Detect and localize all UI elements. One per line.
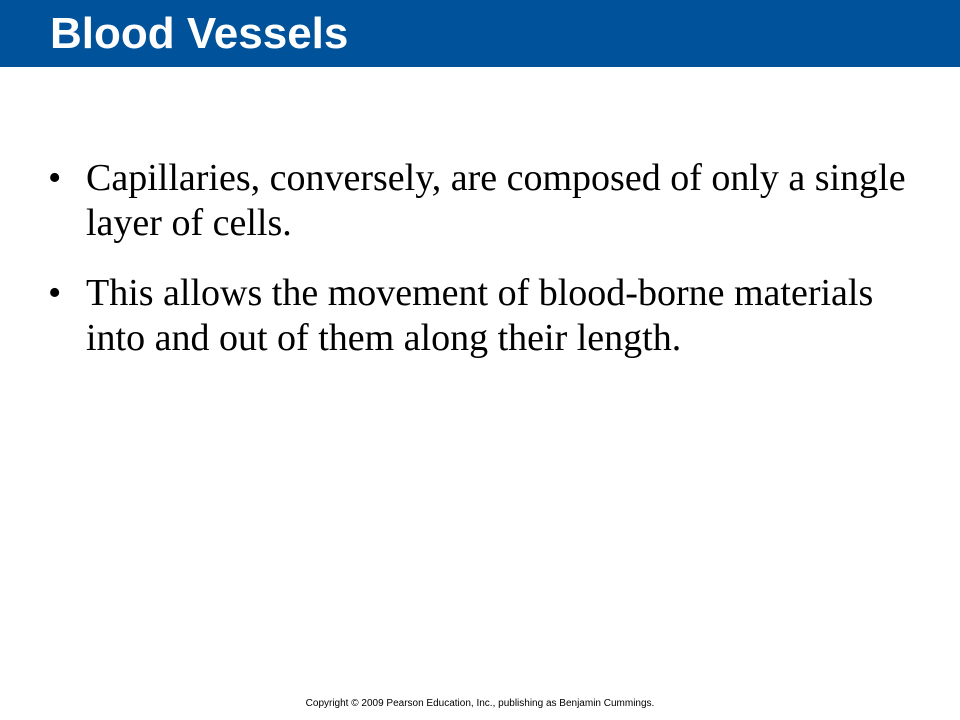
bullet-marker: • [48,272,62,314]
bullet-item [48,156,918,246]
slide-title: Blood Vessels [50,9,349,58]
bullet-text: This allows the movement of blood-borne materials into and out of them along their length. [86,272,874,359]
bullet-marker: • [48,157,62,199]
bullet-item [48,271,918,361]
bullet-text: Capillaries, conversely, are composed of only a single layer of cells. [86,157,906,244]
bullet-list [48,156,918,386]
copyright-notice: Copyright © 2009 Pearson Education, Inc., publishing as Benjamin Cummings. [305,698,655,709]
title-bar [0,0,960,67]
